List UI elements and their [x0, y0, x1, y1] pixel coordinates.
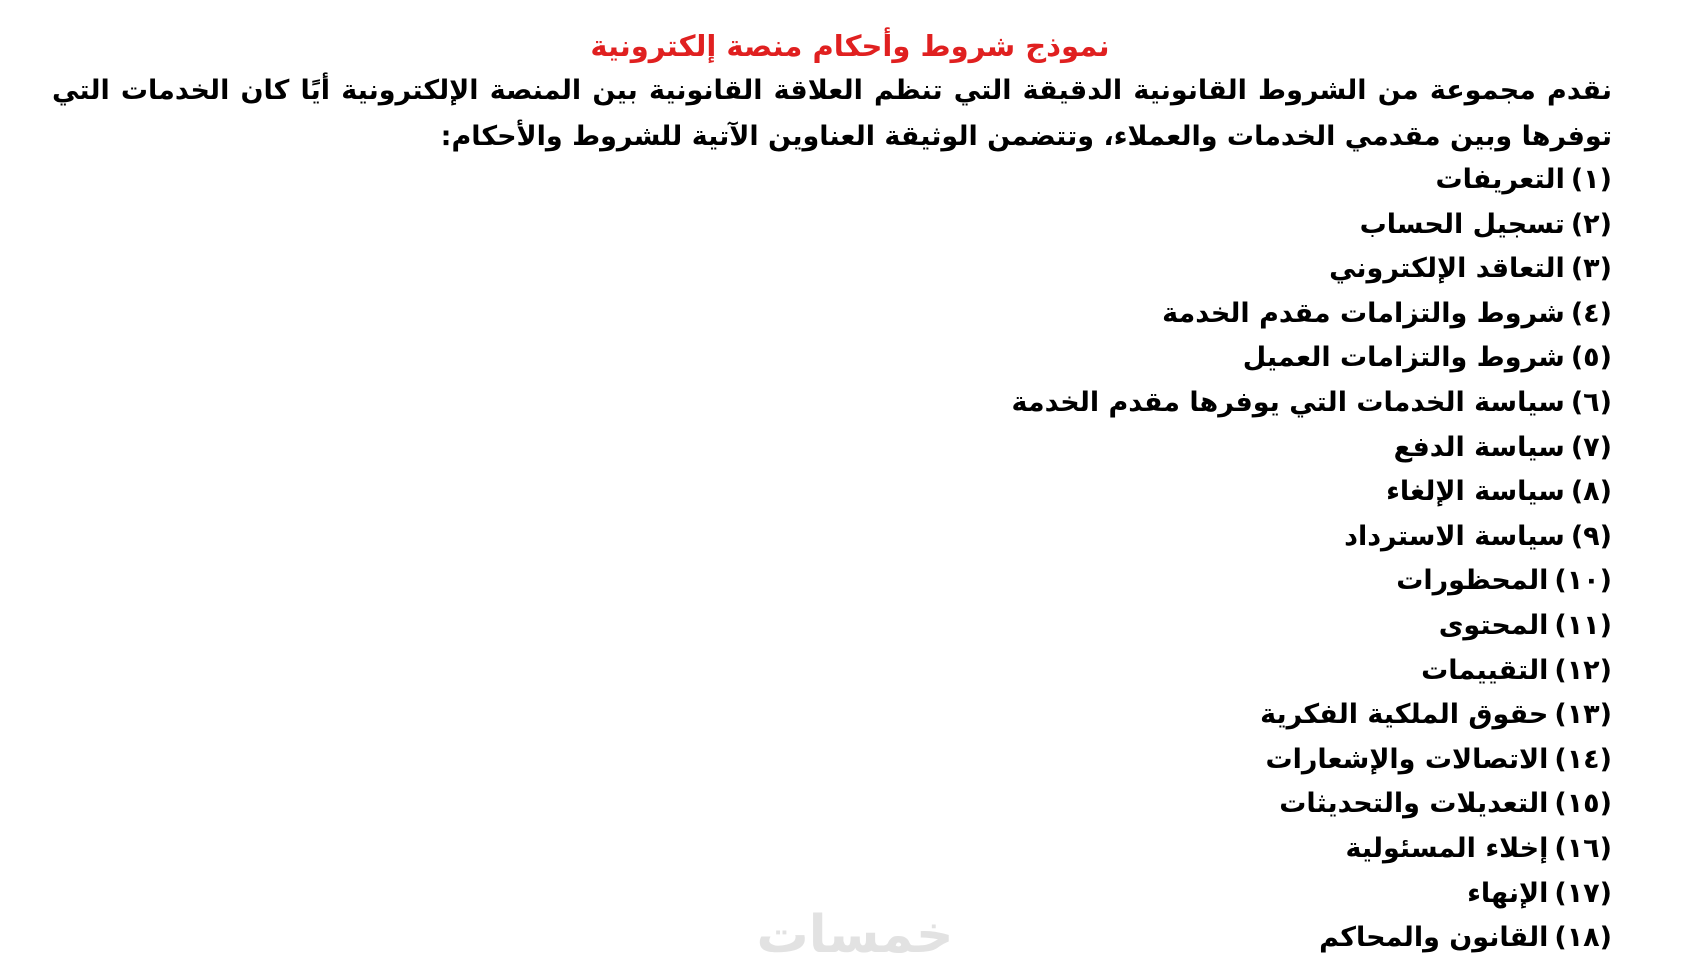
list-item-label: تسجيل الحساب — [1359, 208, 1565, 240]
list-item — [1012, 470, 1612, 515]
list-item — [1012, 827, 1612, 872]
list-item — [1012, 559, 1612, 604]
list-item-label: التعريفات — [1435, 164, 1565, 195]
list-item — [1012, 693, 1612, 738]
list-item-label: التعديلات والتحديثات — [1279, 788, 1549, 820]
list-item-number: (٥) — [1570, 342, 1612, 374]
list-item-number: (٩) — [1570, 520, 1612, 552]
list-item-label: الإنهاء — [1467, 877, 1549, 909]
list-item-number: (١٦) — [1554, 832, 1612, 864]
list-item-label: القانون والمحاكم — [1319, 922, 1549, 954]
list-item-number: (١٥) — [1554, 788, 1612, 820]
list-item-label: شروط والتزامات العميل — [1242, 342, 1565, 374]
list-item-label: سياسة الخدمات التي يوفرها مقدم الخدمة — [1011, 386, 1565, 418]
list-item — [1012, 247, 1612, 292]
document-title: نموذج شروط وأحكام منصة إلكترونية — [590, 29, 1110, 63]
list-item-label: التعاقد الإلكتروني — [1329, 253, 1565, 285]
list-item — [1012, 292, 1612, 337]
list-item — [1012, 604, 1612, 649]
list-item-number: (٧) — [1570, 431, 1612, 463]
list-item — [1012, 515, 1612, 560]
list-item-number: (٦) — [1570, 386, 1612, 418]
list-item-number: (١٣) — [1554, 699, 1612, 731]
list-item-number: (٣) — [1570, 253, 1612, 285]
list-item-number: (١١) — [1554, 609, 1612, 641]
list-item — [1012, 203, 1612, 248]
list-item-label: التقييمات — [1421, 654, 1549, 686]
list-item-number: (١٧) — [1554, 877, 1612, 909]
list-item-number: (٢) — [1570, 208, 1612, 240]
list-item — [1012, 426, 1612, 471]
list-item — [1012, 916, 1612, 961]
list-item — [1012, 782, 1612, 827]
list-item-label: إخلاء المسئولية — [1345, 832, 1549, 864]
list-item-number: (١٨) — [1554, 922, 1612, 954]
list-item-label: حقوق الملكية الفكرية — [1260, 699, 1549, 731]
list-item-number: (١٤) — [1554, 743, 1612, 775]
list-item-label: المحتوى — [1438, 609, 1549, 641]
list-item-number: (١٠) — [1554, 565, 1612, 597]
list-item-label: سياسة الإلغاء — [1386, 476, 1565, 508]
list-item — [1012, 381, 1612, 426]
list-item-number: (٤) — [1570, 297, 1612, 329]
terms-headings-list — [1012, 158, 1612, 961]
list-item-label: الاتصالات والإشعارات — [1265, 743, 1549, 775]
list-item-label: سياسة الدفع — [1393, 431, 1565, 463]
khamsat-watermark-logo: خمسات — [756, 905, 954, 965]
list-item-label: شروط والتزامات مقدم الخدمة — [1162, 297, 1565, 329]
list-item — [1012, 158, 1612, 203]
list-item-number: (٨) — [1570, 476, 1612, 508]
list-item-label: سياسة الاسترداد — [1344, 520, 1565, 552]
list-item-number: (١) — [1570, 164, 1612, 195]
list-item-label: المحظورات — [1396, 565, 1549, 597]
intro-paragraph: نقدم مجموعة من الشروط القانونية الدقيقة التي تنظم العلاقة القانونية بين المنصة الإلكترونية أيًا كان الخدمات التي توفرها وبين مقدمي الخدمات والعملاء، وتتضمن الوثيقة العناوين الآتية للشروط والأحكام: — [52, 75, 1612, 152]
list-item-number: (١٢) — [1554, 654, 1612, 686]
list-item — [1012, 649, 1612, 694]
list-item — [1012, 872, 1612, 917]
list-item — [1012, 738, 1612, 783]
list-item — [1012, 336, 1612, 381]
